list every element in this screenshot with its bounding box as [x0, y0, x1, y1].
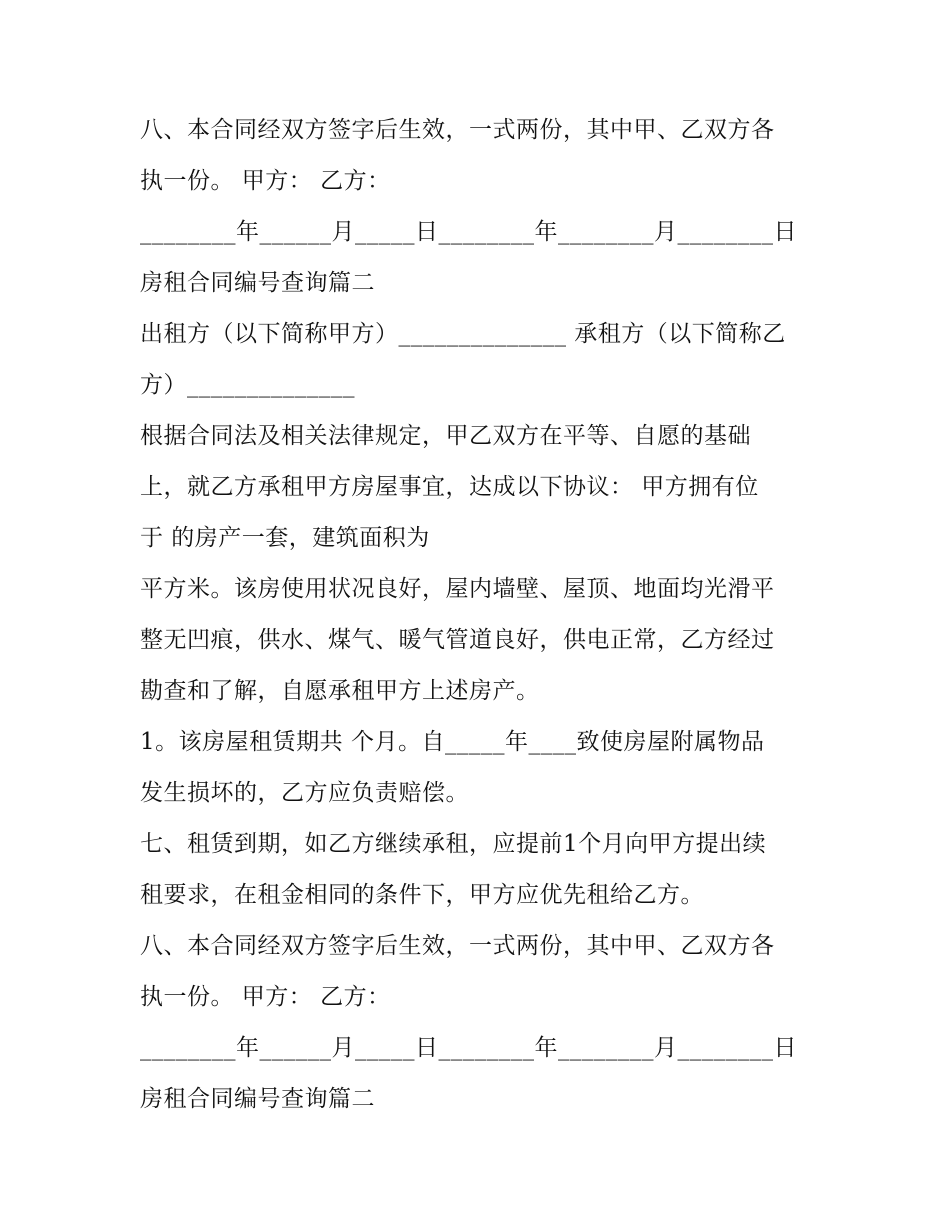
text-line: 1。该房屋租赁期共 个月。自_____年____致使房屋附属物品 — [140, 729, 765, 755]
text-line: 执一份。 甲方： 乙方： — [140, 168, 391, 194]
text-line: 租要求，在租金相同的条件下，甲方应优先租给乙方。 — [140, 882, 704, 908]
text-line: 出租方（以下简称甲方）______________ 承租方（以下简称乙 — [140, 321, 786, 347]
section-title: 房租合同编号查询篇二 — [140, 270, 375, 296]
section-title: 房租合同编号查询篇二 — [140, 1086, 375, 1112]
text-line: 八、本合同经双方签字后生效，一式两份，其中甲、乙双方各 — [140, 933, 775, 959]
text-line: 执一份。 甲方： 乙方： — [140, 984, 391, 1010]
text-line: 整无凹痕，供水、煤气、暖气管道良好，供电正常，乙方经过 — [140, 627, 775, 653]
text-line: 八、本合同经双方签字后生效，一式两份，其中甲、乙双方各 — [140, 117, 775, 143]
text-line: 方）______________ — [140, 372, 355, 398]
text-line: 勘查和了解，自愿承租甲方上述房产。 — [140, 678, 540, 704]
text-line: 根据合同法及相关法律规定，甲乙双方在平等、自愿的基础 — [140, 423, 751, 449]
date-signature-line: ________年______月_____日________年________月________日 — [140, 219, 797, 245]
text-line: 于 的房产一套，建筑面积为 — [140, 525, 430, 551]
text-line: 平方米。该房使用状况良好，屋内墙壁、屋顶、地面均光滑平 — [140, 576, 775, 602]
text-line: 上，就乙方承租甲方房屋事宜，达成以下协议： 甲方拥有位 — [140, 474, 759, 500]
text-line: 发生损坏的，乙方应负责赔偿。 — [140, 780, 469, 806]
date-signature-line: ________年______月_____日________年________月________日 — [140, 1035, 797, 1061]
text-line: 七、租赁到期，如乙方继续承租，应提前1个月向甲方提出续 — [140, 831, 767, 857]
